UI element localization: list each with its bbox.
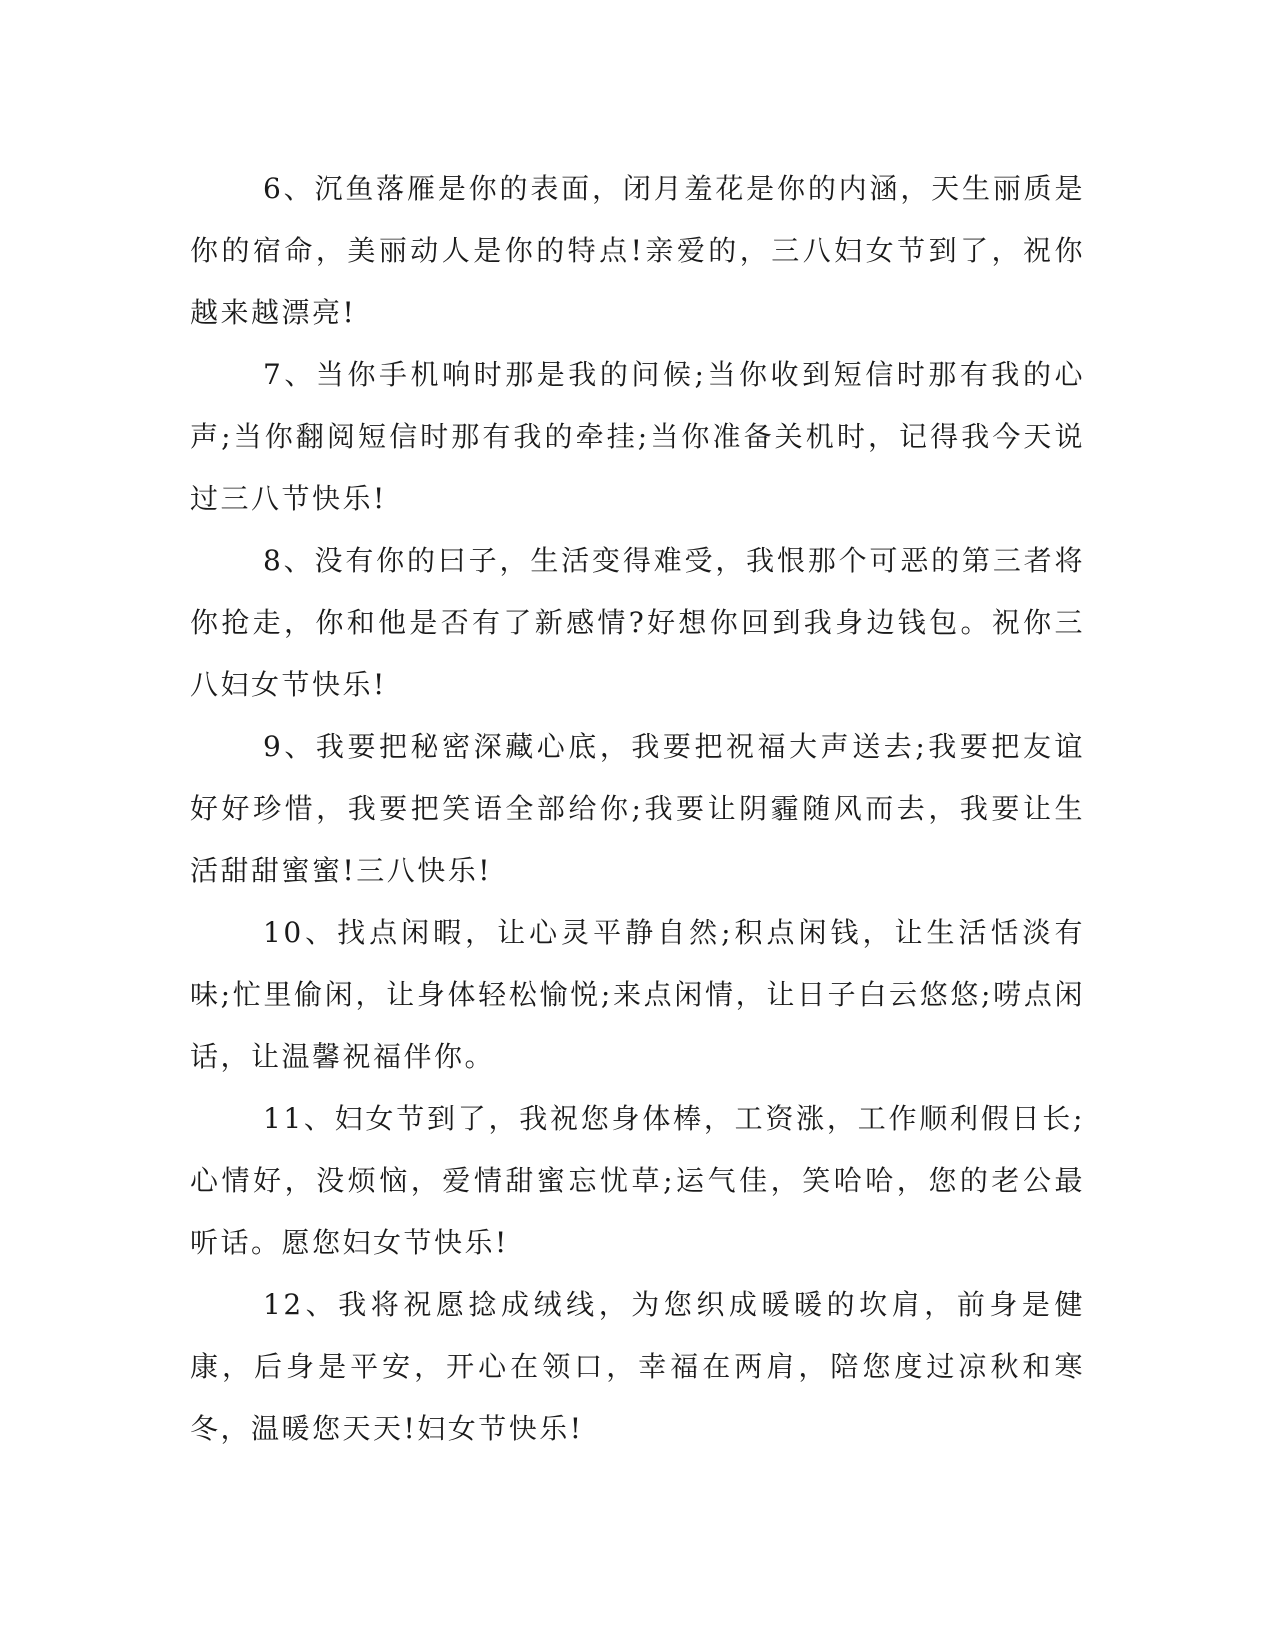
paragraph-9: 9、我要把秘密深藏心底，我要把祝福大声送去;我要把友谊好好珍惜，我要把笑语全部给你;我要让阴霾随风而去，我要让生活甜甜蜜蜜!三八快乐! [190,730,1085,887]
paragraph-10: 10、找点闲暇，让心灵平静自然;积点闲钱，让生活恬淡有味;忙里偷闲，让身体轻松愉悦;来点闲情，让日子白云悠悠;唠点闲话，让温馨祝福伴你。 [190,916,1085,1073]
paragraph-6: 6、沉鱼落雁是你的表面，闭月羞花是你的内涵，天生丽质是你的宿命，美丽动人是你的特点!亲爱的，三八妇女节到了，祝你越来越漂亮! [190,172,1085,329]
document-body [190,158,1085,1460]
paragraph-11: 11、妇女节到了，我祝您身体棒，工资涨，工作顺利假日长;心情好，没烦恼，爱情甜蜜忘忧草;运气佳，笑哈哈，您的老公最听话。愿您妇女节快乐! [190,1102,1085,1259]
paragraph-8: 8、没有你的曰子，生活变得难受，我恨那个可恶的第三者将你抢走，你和他是否有了新感情?好想你回到我身边钱包。祝你三八妇女节快乐! [190,544,1085,701]
paragraph-12: 12、我将祝愿捻成绒线，为您织成暖暖的坎肩，前身是健康，后身是平安，开心在领口，幸福在两肩，陪您度过凉秋和寒冬，温暖您天天!妇女节快乐! [190,1288,1085,1445]
paragraph-7: 7、当你手机响时那是我的问候;当你收到短信时那有我的心声;当你翻阅短信时那有我的牵挂;当你准备关机时，记得我今天说过三八节快乐! [190,358,1085,515]
